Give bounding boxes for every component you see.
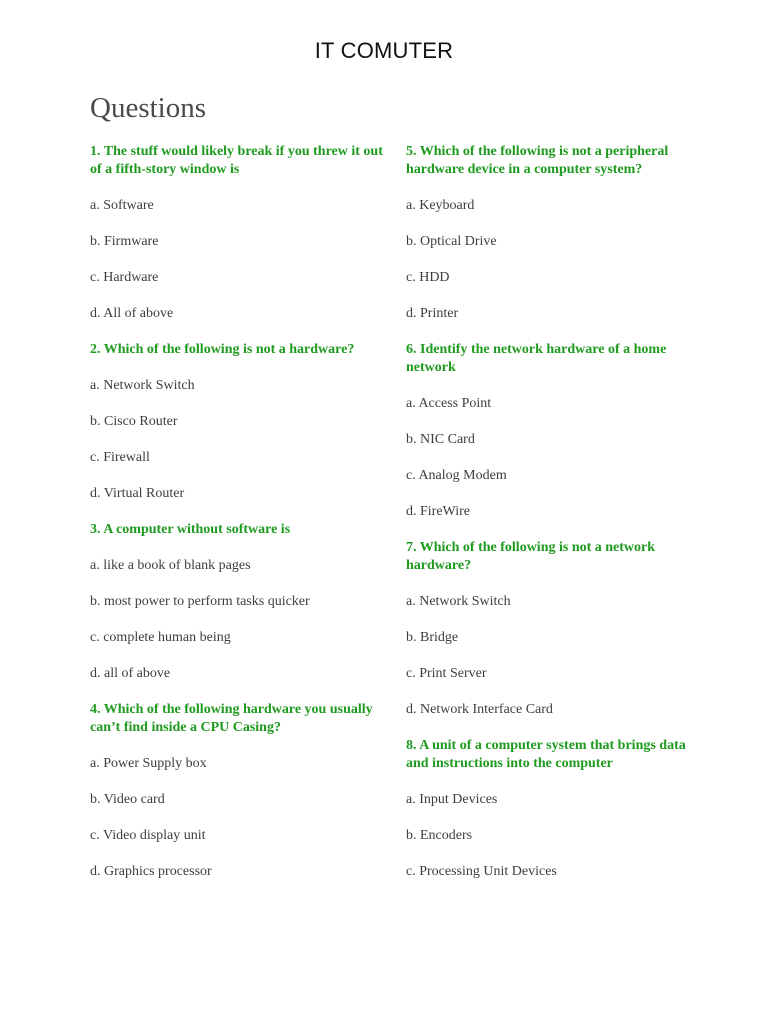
answer-option: c. Print Server [406,666,487,681]
question-block-6 [406,341,696,521]
question-text: 6. Identify the network hardware of a home network [406,342,667,375]
question-block-8 [406,737,696,881]
answer-option: a. Software [90,198,154,213]
answer-option: d. FireWire [406,504,470,519]
answer-option: d. Printer [406,306,459,321]
answer-option: c. Firewall [90,450,150,465]
answer-option: b. Video card [90,792,165,807]
answer-option: a. like a book of blank pages [90,558,251,573]
answer-option: a. Keyboard [406,198,475,213]
answer-option: c. HDD [406,270,450,285]
question-text: 8. A unit of a computer system that brings data and instructions into the computer [406,738,686,771]
question-block-7 [406,539,696,719]
answer-option: c. Analog Modem [406,468,507,483]
answer-option: b. Firmware [90,234,159,249]
question-text: 7. Which of the following is not a network hardware? [406,540,656,573]
question-block-5 [406,143,696,323]
answer-option: d. Network Interface Card [406,702,553,717]
answer-option: d. Virtual Router [90,486,185,501]
answer-option: b. Bridge [406,630,459,645]
question-block-4 [90,701,390,881]
page-title: IT COMUTER [314,38,454,63]
answer-option: c. Video display unit [90,828,206,843]
answer-option: a. Access Point [406,396,492,411]
answer-option: a. Power Supply box [90,756,207,771]
left-column [90,143,390,899]
answer-option: b. most power to perform tasks quicker [90,594,310,609]
answer-option: a. Network Switch [90,378,195,393]
question-block-1 [90,143,390,323]
question-text: 3. A computer without software is [90,522,291,537]
answer-option: d. all of above [90,666,171,681]
question-text: 5. Which of the following is not a peripheral hardware device in a computer system? [406,144,669,177]
question-text: 1. The stuff would likely break if you threw it out of a fifth-story window is [90,144,383,177]
question-block-3 [90,521,390,683]
question-block-2 [90,341,390,503]
answer-option: c. Hardware [90,270,159,285]
answer-option: d. Graphics processor [90,864,212,879]
section-heading: Questions [90,92,206,124]
right-column [406,143,696,899]
answer-option: c. Processing Unit Devices [406,864,557,879]
answer-option: d. All of above [90,306,174,321]
answer-option: b. NIC Card [406,432,475,447]
answer-option: a. Input Devices [406,792,498,807]
answer-option: b. Cisco Router [90,414,178,429]
question-text: 4. Which of the following hardware you usually can’t find inside a CPU Casing? [90,702,373,735]
answer-option: c. complete human being [90,630,231,645]
answer-option: b. Encoders [406,828,473,843]
answer-option: a. Network Switch [406,594,511,609]
answer-option: b. Optical Drive [406,234,497,249]
question-text: 2. Which of the following is not a hardware? [90,342,355,357]
